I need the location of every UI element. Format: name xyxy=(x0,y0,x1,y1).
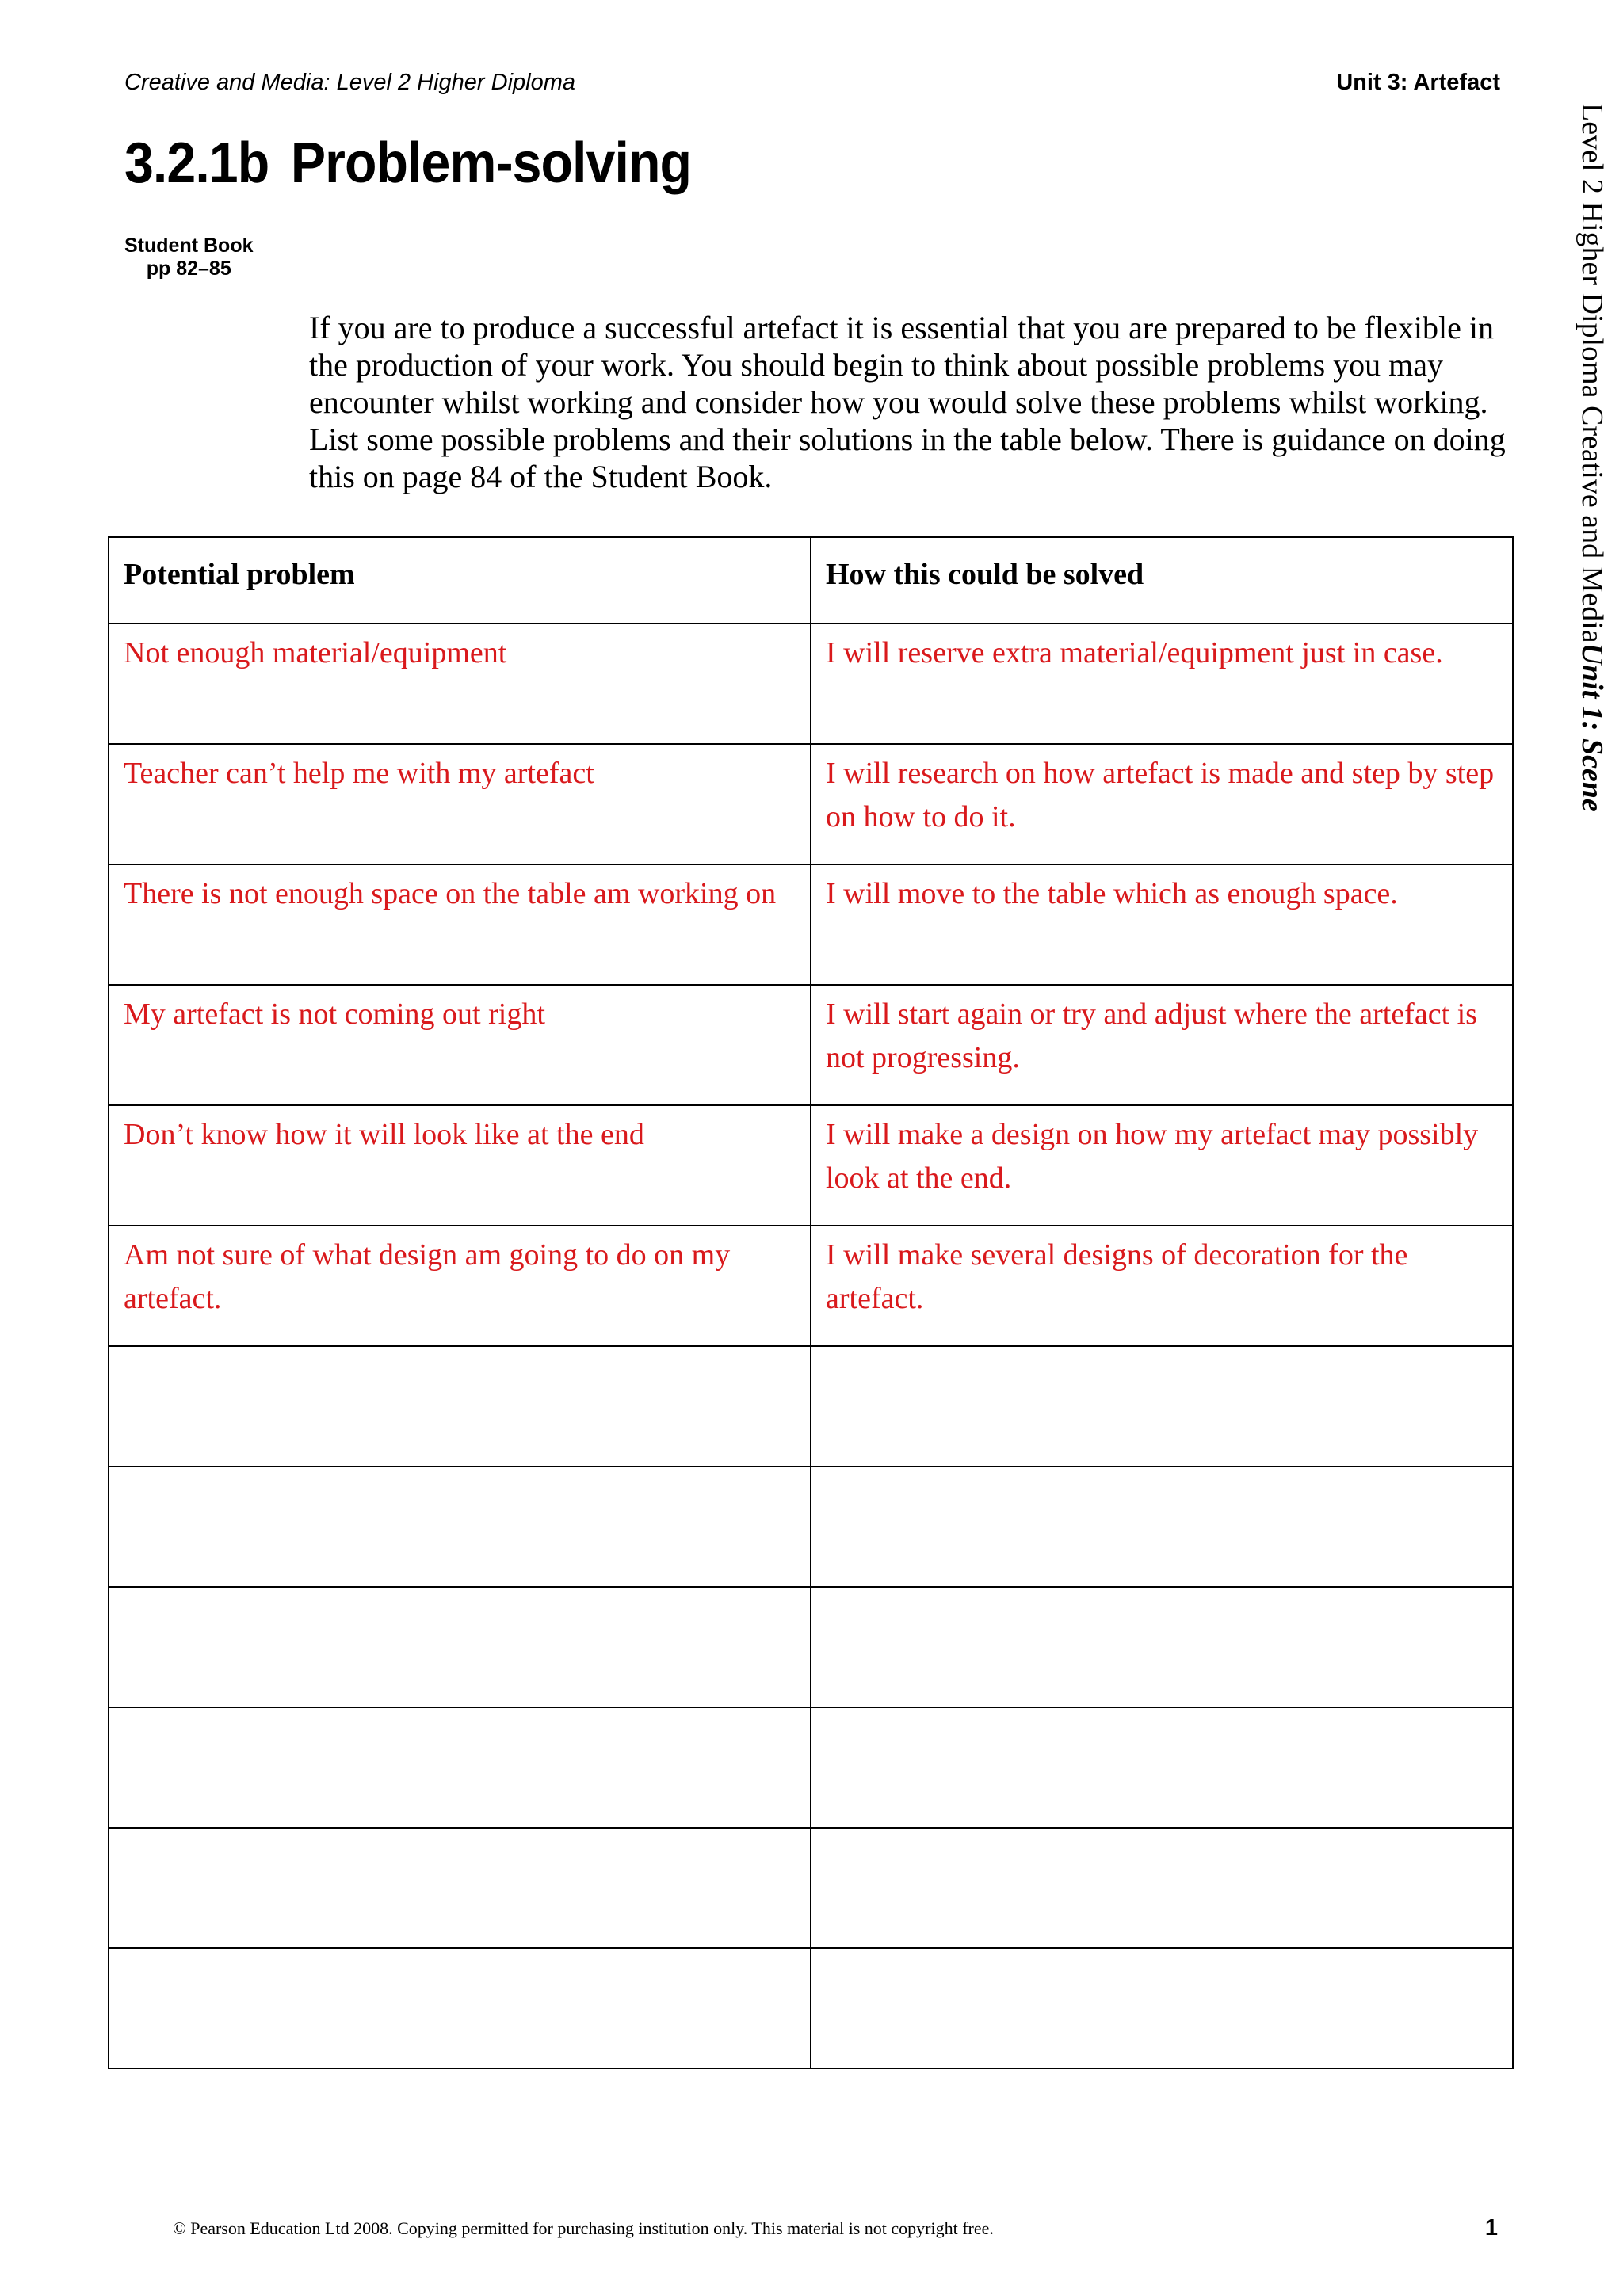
side-running-title xyxy=(1577,103,1607,812)
section-title: Problem-solving xyxy=(290,132,692,195)
solution-cell[interactable]: I will research on how artefact is made and step by step on how to do it. xyxy=(811,744,1513,864)
table-row xyxy=(109,1226,1513,1346)
problem-cell[interactable] xyxy=(109,1948,811,2069)
table-row xyxy=(109,1948,1513,2069)
table-row xyxy=(109,864,1513,985)
problem-cell[interactable]: My artefact is not coming out right xyxy=(109,985,811,1105)
page-title xyxy=(124,132,692,195)
copyright-footer: © Pearson Education Ltd 2008. Copying permitted for purchasing institution only. This material is not copyright free. xyxy=(173,2218,994,2238)
problem-cell[interactable] xyxy=(109,1587,811,1707)
problem-cell[interactable] xyxy=(109,1346,811,1466)
page-number: 1 xyxy=(1484,2215,1498,2241)
problem-cell[interactable]: Not enough material/equipment xyxy=(109,624,811,744)
solution-cell[interactable] xyxy=(811,1948,1513,2069)
solution-cell[interactable] xyxy=(811,1346,1513,1466)
solution-cell[interactable] xyxy=(811,1587,1513,1707)
solution-cell[interactable]: I will start again or try and adjust where the artefact is not progressing. xyxy=(811,985,1513,1105)
table-header-row xyxy=(109,537,1513,624)
student-book-label: Student Book xyxy=(124,235,254,257)
header-unit: Unit 3: Artefact xyxy=(1336,70,1500,95)
problem-cell[interactable]: There is not enough space on the table am working on xyxy=(109,864,811,985)
table-row xyxy=(109,1466,1513,1587)
problem-cell[interactable] xyxy=(109,1707,811,1828)
student-book-pages: pp 82–85 xyxy=(146,257,231,280)
solution-cell[interactable] xyxy=(811,1707,1513,1828)
table-row xyxy=(109,1707,1513,1828)
problem-cell[interactable] xyxy=(109,1466,811,1587)
problem-cell[interactable]: Am not sure of what design am going to do on my artefact. xyxy=(109,1226,811,1346)
student-book-reference xyxy=(124,235,254,280)
table-row xyxy=(109,985,1513,1105)
header-course: Creative and Media: Level 2 Higher Diploma xyxy=(124,70,576,95)
header-how-solved: How this could be solved xyxy=(811,537,1513,624)
table-row xyxy=(109,1346,1513,1466)
table-row xyxy=(109,744,1513,864)
side-title-main: Level 2 Higher Diploma Creative and Media xyxy=(1575,103,1609,643)
table-body xyxy=(109,624,1513,2069)
table-row xyxy=(109,1828,1513,1948)
table-row xyxy=(109,624,1513,744)
solution-cell[interactable]: I will make several designs of decoration for the artefact. xyxy=(811,1226,1513,1346)
side-title-unit: Unit 1: Scene xyxy=(1575,643,1609,812)
header-potential-problem: Potential problem xyxy=(109,537,811,624)
section-number: 3.2.1b xyxy=(124,132,269,195)
problem-cell[interactable]: Teacher can’t help me with my artefact xyxy=(109,744,811,864)
problem-solution-table xyxy=(108,536,1514,2069)
solution-cell[interactable] xyxy=(811,1466,1513,1587)
solution-cell[interactable]: I will move to the table which as enough space. xyxy=(811,864,1513,985)
problem-cell[interactable]: Don’t know how it will look like at the end xyxy=(109,1105,811,1226)
solution-cell[interactable] xyxy=(811,1828,1513,1948)
solution-cell[interactable]: I will make a design on how my artefact may possibly look at the end. xyxy=(811,1105,1513,1226)
solution-cell[interactable]: I will reserve extra material/equipment just in case. xyxy=(811,624,1513,744)
problem-cell[interactable] xyxy=(109,1828,811,1948)
table-row xyxy=(109,1105,1513,1226)
intro-paragraph: If you are to produce a successful artefact it is essential that you are prepared to be flexible in the production of your work. You should begin to think about possible problems you may encounter whilst working and consider how you would solve these problems whilst working. List some possible problems and their solutions in the table below. There is guidance on doing this on page 84 of the Student Book. xyxy=(309,310,1506,494)
table-row xyxy=(109,1587,1513,1707)
